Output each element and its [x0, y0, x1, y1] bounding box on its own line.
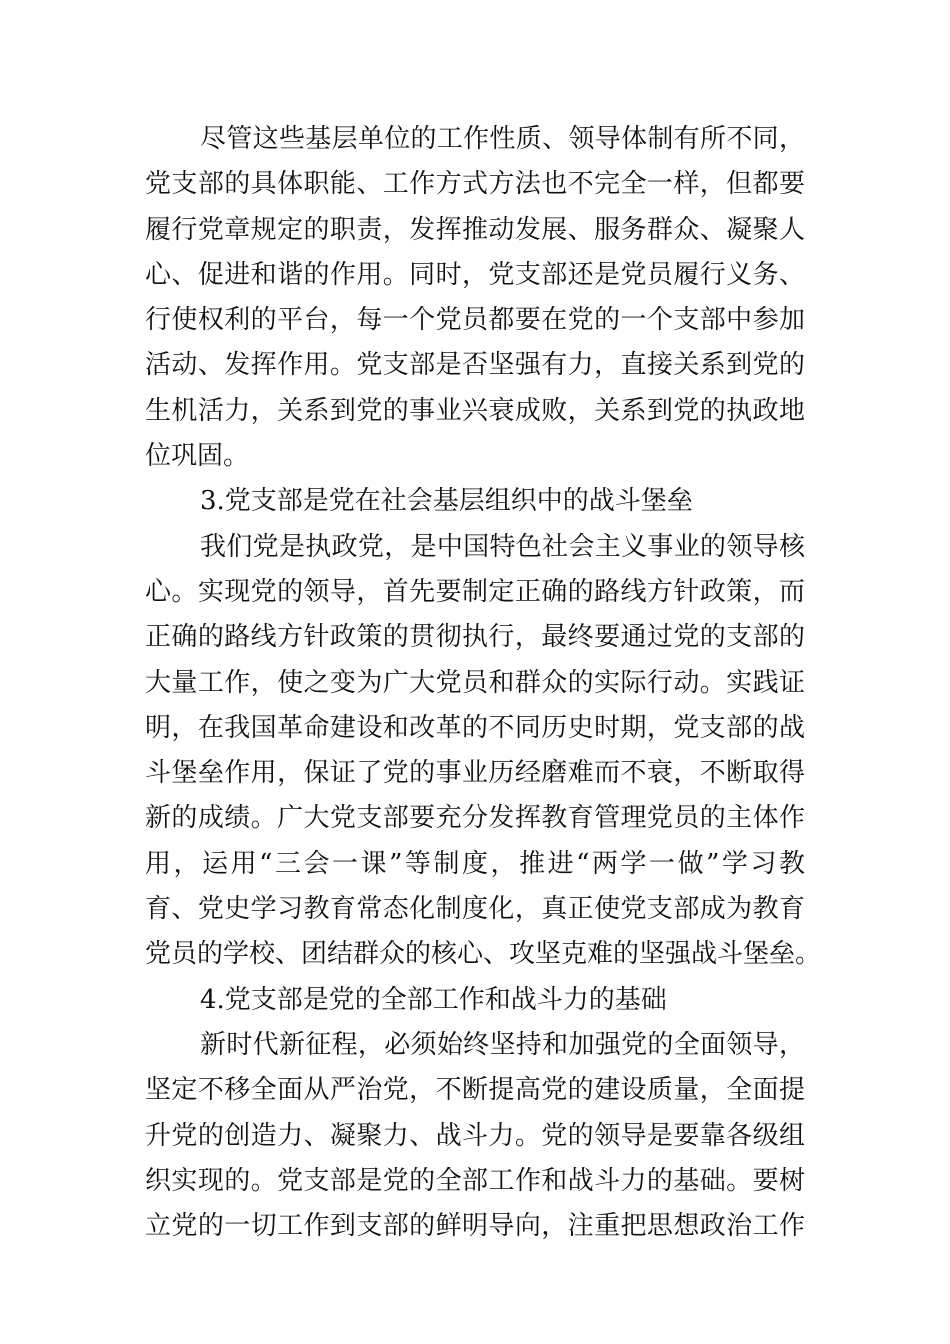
section-heading-3: 3.党支部是党在社会基层组织中的战斗堡垒	[200, 486, 693, 517]
paragraph-line: 党员的学校、团结群众的核心、攻坚克难的坚强战斗堡垒。	[145, 939, 822, 970]
paragraph-line: 立党的一切工作到支部的鲜明导向，注重把思想政治工作	[145, 1211, 805, 1242]
paragraph-line: 织实现的。党支部是党的全部工作和战斗力的基础。要树	[145, 1165, 805, 1196]
paragraph-line: 心、促进和谐的作用。同时，党支部还是党员履行义务、	[145, 259, 805, 290]
paragraph-line: 行使权利的平台，每一个党员都要在党的一个支部中参加	[145, 305, 805, 336]
paragraph-line: 党支部的具体职能、工作方式方法也不完全一样，但都要	[145, 169, 805, 200]
paragraph-line: 新时代新征程，必须始终坚持和加强党的全面领导，	[200, 1029, 805, 1060]
paragraph-line: 坚定不移全面从严治党，不断提高党的建设质量，全面提	[145, 1075, 805, 1106]
paragraph-line: 心。实现党的领导，首先要制定正确的路线方针政策，而	[145, 576, 805, 607]
paragraph-line: 用，运用“三会一课”等制度，推进“两学一做”学习教	[145, 848, 805, 879]
paragraph-line: 正确的路线方针政策的贯彻执行，最终要通过党的支部的	[145, 622, 805, 653]
paragraph-line: 履行党章规定的职责，发挥推动发展、服务群众、凝聚人	[145, 214, 805, 245]
section-heading-4: 4.党支部是党的全部工作和战斗力的基础	[200, 984, 667, 1015]
paragraph-line: 斗堡垒作用，保证了党的事业历经磨难而不衰，不断取得	[145, 758, 805, 789]
paragraph-line: 升党的创造力、凝聚力、战斗力。党的领导是要靠各级组	[145, 1120, 805, 1151]
paragraph-line: 大量工作，使之变为广大党员和群众的实际行动。实践证	[145, 667, 805, 698]
paragraph-line: 活动、发挥作用。党支部是否坚强有力，直接关系到党的	[145, 350, 805, 381]
paragraph-line: 新的成绩。广大党支部要充分发挥教育管理党员的主体作	[145, 803, 805, 834]
paragraph-line: 明，在我国革命建设和改革的不同历史时期，党支部的战	[145, 712, 805, 743]
paragraph-line: 生机活力，关系到党的事业兴衰成败，关系到党的执政地	[145, 395, 805, 426]
document-page	[145, 117, 822, 1249]
paragraph-line: 育、党史学习教育常态化制度化，真正使党支部成为教育	[145, 894, 805, 925]
paragraph-line: 我们党是执政党，是中国特色社会主义事业的领导核	[200, 531, 805, 562]
paragraph-line: 位巩固。	[145, 441, 250, 472]
paragraph-line: 尽管这些基层单位的工作性质、领导体制有所不同，	[200, 124, 805, 154]
